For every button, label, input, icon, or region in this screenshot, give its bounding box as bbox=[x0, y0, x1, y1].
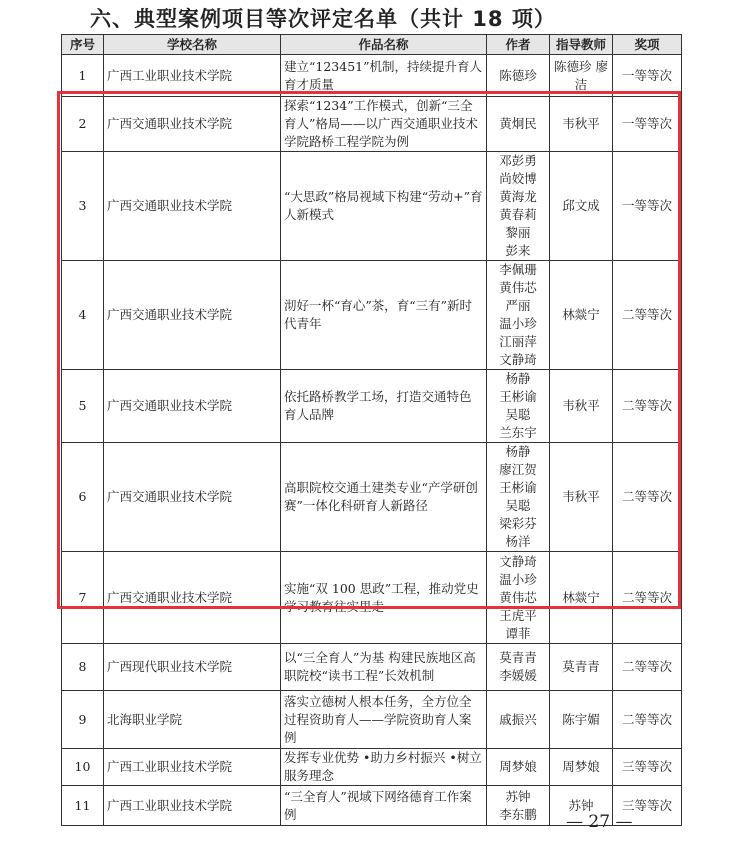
row-authors bbox=[487, 786, 550, 826]
author-name: 谭菲 bbox=[505, 625, 531, 641]
row-school: 北海职业学院 bbox=[104, 691, 281, 749]
author-name: 严丽 bbox=[505, 298, 531, 313]
row-school: 广西交通职业技术学院 bbox=[104, 443, 281, 552]
row-advisor: 周梦娘 bbox=[550, 749, 613, 786]
row-authors bbox=[487, 691, 550, 749]
author-name: 温小珍 bbox=[499, 571, 537, 587]
row-advisor: 林燚宁 bbox=[550, 261, 613, 370]
row-school: 广西交通职业技术学院 bbox=[104, 97, 281, 152]
row-index: 5 bbox=[62, 370, 104, 443]
row-advisor: 莫青青 bbox=[550, 644, 613, 691]
author-name: 陈德珍 bbox=[499, 67, 537, 83]
author-name: 黄伟芯 bbox=[499, 589, 537, 605]
row-award: 三等等次 bbox=[613, 749, 682, 786]
row-school: 广西交通职业技术学院 bbox=[104, 152, 281, 261]
row-title: 高职院校交通土建类专业“产学研创赛”一体化科研育人新路径 bbox=[281, 443, 487, 552]
row-title: “三全育人”视域下网络德育工作案例 bbox=[281, 786, 487, 826]
row-authors bbox=[487, 152, 550, 261]
row-index: 11 bbox=[62, 786, 104, 826]
row-award: 一等等次 bbox=[613, 152, 682, 261]
row-authors bbox=[487, 749, 550, 786]
row-index: 1 bbox=[62, 55, 104, 97]
table-body bbox=[62, 55, 682, 826]
row-school: 广西现代职业技术学院 bbox=[104, 644, 281, 691]
author-name: 吴聪 bbox=[505, 498, 531, 513]
row-advisor: 邱文成 bbox=[550, 152, 613, 261]
author-name: 黄春莉 bbox=[499, 207, 537, 222]
header-title: 作品名称 bbox=[281, 35, 487, 55]
row-title: 落实立德树人根本任务，全方位全过程资助育人——学院资助育人案例 bbox=[281, 691, 487, 749]
author-name: 文静琦 bbox=[499, 553, 537, 569]
header-award: 奖项 bbox=[613, 35, 682, 55]
row-index: 10 bbox=[62, 749, 104, 786]
author-name: 苏钟 bbox=[505, 788, 531, 804]
row-authors bbox=[487, 443, 550, 552]
header-school: 学校名称 bbox=[104, 35, 281, 55]
row-title: 发挥专业优势 •助力乡村振兴 •树立服务理念 bbox=[281, 749, 487, 786]
table-row bbox=[62, 55, 682, 97]
table-row bbox=[62, 552, 682, 644]
header-index: 序号 bbox=[62, 35, 104, 55]
row-authors bbox=[487, 97, 550, 152]
row-advisor: 苏钟 bbox=[550, 786, 613, 826]
row-award: 二等等次 bbox=[613, 370, 682, 443]
row-school: 广西交通职业技术学院 bbox=[104, 370, 281, 443]
row-advisor: 韦秋平 bbox=[550, 97, 613, 152]
row-advisor: 陈宇媚 bbox=[550, 691, 613, 749]
author-name: 王虎平 bbox=[499, 607, 537, 623]
header-author: 作者 bbox=[487, 35, 550, 55]
row-index: 8 bbox=[62, 644, 104, 691]
row-title: 依托路桥教学工场，打造交通特色育人品牌 bbox=[281, 370, 487, 443]
author-name: 彭来 bbox=[505, 243, 531, 258]
table-row bbox=[62, 97, 682, 152]
table-row bbox=[62, 749, 682, 786]
awards-table bbox=[61, 34, 682, 826]
author-name: 尚姣博 bbox=[499, 171, 537, 186]
row-award: 二等等次 bbox=[613, 691, 682, 749]
table-row bbox=[62, 691, 682, 749]
row-advisor: 韦秋平 bbox=[550, 370, 613, 443]
section-title: 六、典型案例项目等次评定名单（共计 18 项） bbox=[90, 7, 556, 31]
row-authors bbox=[487, 644, 550, 691]
author-name: 梁彩芬 bbox=[499, 516, 537, 531]
table-row bbox=[62, 261, 682, 370]
author-name: 戚振兴 bbox=[499, 711, 537, 727]
row-index: 7 bbox=[62, 552, 104, 644]
table-row bbox=[62, 443, 682, 552]
row-title: “大思政”格局视域下构建“劳动+”育人新模式 bbox=[281, 152, 487, 261]
author-name: 杨静 bbox=[505, 444, 531, 459]
row-award: 二等等次 bbox=[613, 644, 682, 691]
row-index: 6 bbox=[62, 443, 104, 552]
row-title: 探索“1234”工作模式，创新“三全育人”格局——以广西交通职业技术学院路桥工程学院为例 bbox=[281, 97, 487, 152]
table-header-row bbox=[62, 35, 682, 55]
author-name: 李佩珊 bbox=[499, 262, 537, 277]
row-award: 一等等次 bbox=[613, 55, 682, 97]
author-name: 江丽萍 bbox=[499, 334, 537, 349]
table-row bbox=[62, 644, 682, 691]
author-name: 黄海龙 bbox=[499, 189, 537, 204]
row-index: 3 bbox=[62, 152, 104, 261]
author-name: 黎丽 bbox=[505, 225, 531, 240]
row-title: 建立“123451”机制，持续提升育人育才质量 bbox=[281, 55, 487, 97]
author-name: 李东鹏 bbox=[499, 806, 537, 822]
author-name: 杨洋 bbox=[505, 534, 531, 549]
row-index: 2 bbox=[62, 97, 104, 152]
row-school: 广西工业职业技术学院 bbox=[104, 749, 281, 786]
author-name: 王彬谕 bbox=[499, 389, 537, 404]
row-award: 一等等次 bbox=[613, 97, 682, 152]
table-row bbox=[62, 370, 682, 443]
author-name: 莫青青 bbox=[499, 650, 537, 665]
author-name: 文静琦 bbox=[499, 352, 537, 367]
author-name: 李媛媛 bbox=[499, 668, 537, 683]
row-title: 以“三全育人”为基 构建民族地区高职院校“读书工程”长效机制 bbox=[281, 644, 487, 691]
author-name: 黄伟芯 bbox=[499, 280, 537, 295]
row-index: 9 bbox=[62, 691, 104, 749]
row-school: 广西交通职业技术学院 bbox=[104, 261, 281, 370]
row-school: 广西工业职业技术学院 bbox=[104, 55, 281, 97]
row-authors bbox=[487, 552, 550, 644]
row-title: 沏好一杯“育心”茶，育“三有”新时代青年 bbox=[281, 261, 487, 370]
row-award: 二等等次 bbox=[613, 552, 682, 644]
row-authors bbox=[487, 261, 550, 370]
author-name: 吴聪 bbox=[505, 407, 531, 422]
row-index: 4 bbox=[62, 261, 104, 370]
author-name: 邓彭勇 bbox=[499, 153, 537, 168]
row-school: 广西工业职业技术学院 bbox=[104, 786, 281, 826]
author-name: 黄炯民 bbox=[499, 116, 537, 131]
row-authors bbox=[487, 370, 550, 443]
page-number: — 27 — bbox=[566, 812, 633, 832]
author-name: 周梦娘 bbox=[499, 759, 537, 774]
row-award: 二等等次 bbox=[613, 261, 682, 370]
row-school: 广西交通职业技术学院 bbox=[104, 552, 281, 644]
row-advisor: 林燚宁 bbox=[550, 552, 613, 644]
row-authors bbox=[487, 55, 550, 97]
author-name: 兰东宇 bbox=[499, 425, 537, 440]
author-name: 杨静 bbox=[505, 371, 531, 386]
header-advisor: 指导教师 bbox=[550, 35, 613, 55]
author-name: 王彬谕 bbox=[499, 480, 537, 495]
row-award: 三等等次 bbox=[613, 786, 682, 826]
row-advisor: 韦秋平 bbox=[550, 443, 613, 552]
table-row bbox=[62, 152, 682, 261]
row-award: 二等等次 bbox=[613, 443, 682, 552]
row-title: 实施“双 100 思政”工程，推动党史学习教育往实里走 bbox=[281, 552, 487, 644]
author-name: 廖江贺 bbox=[499, 462, 537, 477]
row-advisor: 陈德珍 廖洁 bbox=[550, 55, 613, 97]
author-name: 温小珍 bbox=[499, 316, 537, 331]
